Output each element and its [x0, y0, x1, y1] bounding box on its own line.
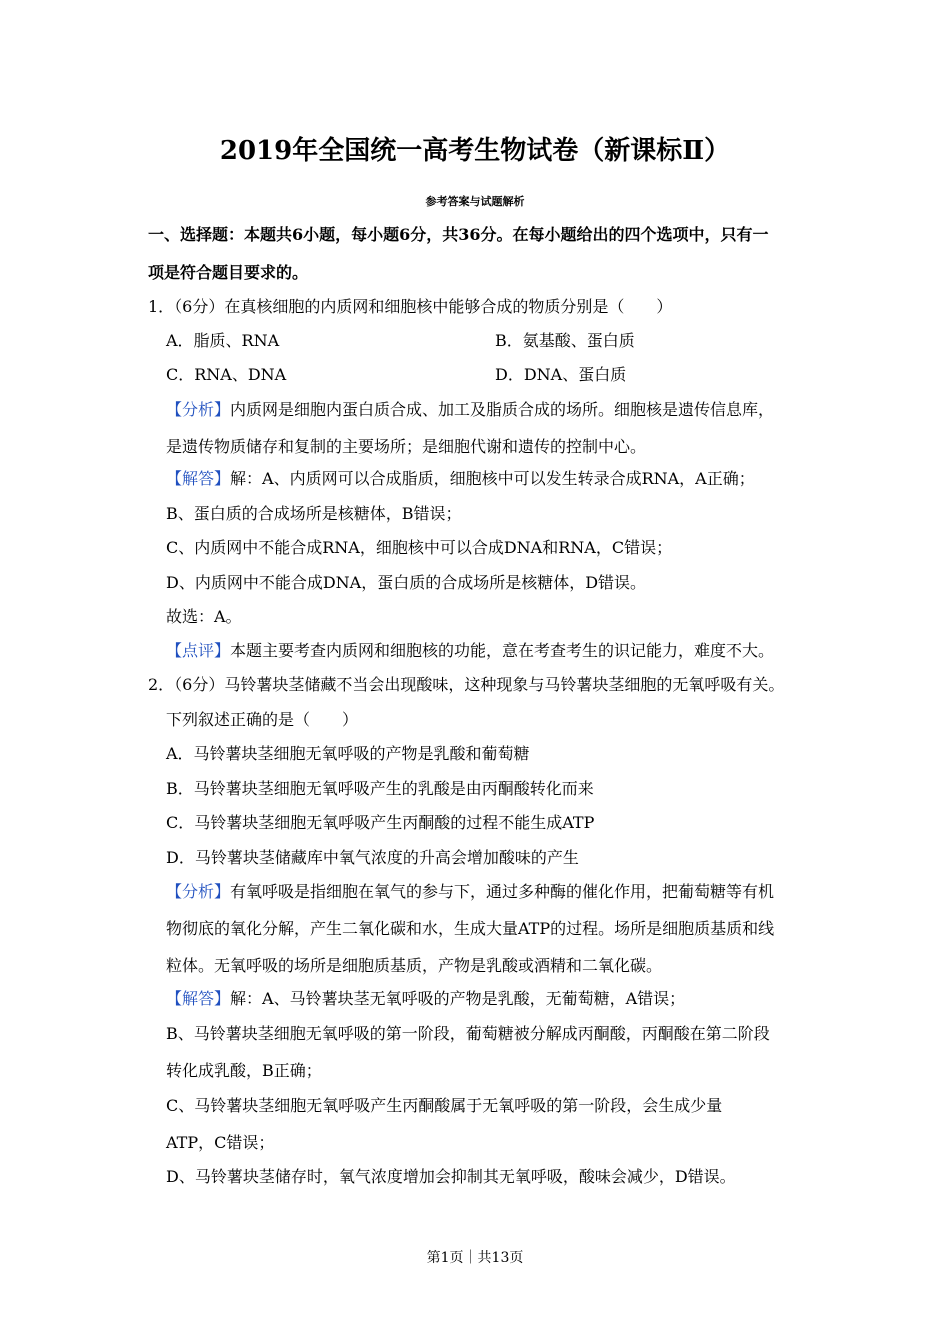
q1-answer-line1 — [166, 466, 755, 489]
q2-option-a: A．马铃薯块茎细胞无氧呼吸的产物是乳酸和葡萄糖 — [166, 744, 530, 763]
page-footer: 第1页｜共13页 — [426, 1250, 524, 1266]
q1-option-a: A．脂质、RNA — [166, 331, 280, 350]
q2-answer-tag: 【解答】 — [166, 989, 231, 1008]
q1-option-c: C．RNA、DNA — [166, 365, 287, 384]
q2-option-b: B．马铃薯块茎细胞无氧呼吸产生的乳酸是由丙酮酸转化而来 — [166, 779, 594, 798]
section-heading-line2: 项是符合题目要求的。 — [148, 263, 309, 282]
q1-comment-line — [166, 638, 774, 661]
q2-analysis-line1 — [166, 879, 774, 902]
q2-answer-line4: C、马铃薯块茎细胞无氧呼吸产生丙酮酸属于无氧呼吸的第一阶段，会生成少量 — [166, 1096, 723, 1115]
q2-answer-text: 解：A、马铃薯块茎无氧呼吸的产物是乳酸，无葡萄糖，A错误； — [230, 989, 686, 1008]
q2-option-c: C．马铃薯块茎细胞无氧呼吸产生丙酮酸的过程不能生成ATP — [166, 813, 595, 832]
q1-analysis-line1 — [166, 397, 774, 420]
q1-stem: 1．（6分）在真核细胞的内质网和细胞核中能够合成的物质分别是（ ） — [148, 297, 673, 316]
q2-answer-line3: 转化成乳酸，B正确； — [166, 1061, 322, 1080]
q1-answer-line5: 故选：A。 — [166, 607, 242, 626]
q2-answer-line6: D、马铃薯块茎储存时，氧气浓度增加会抑制其无氧呼吸，酸味会减少，D错误。 — [166, 1167, 736, 1186]
page-title: 2019年全国统一高考生物试卷（新课标Ⅱ） — [219, 136, 731, 166]
q1-answer-tag: 【解答】 — [166, 469, 231, 488]
q1-analysis-line2: 是遗传物质储存和复制的主要场所；是细胞代谢和遗传的控制中心。 — [166, 437, 647, 456]
q1-answer-line3: C、内质网中不能合成RNA，细胞核中可以合成DNA和RNA，C错误； — [166, 538, 673, 557]
page-subtitle: 参考答案与试题解析 — [425, 195, 525, 208]
q2-analysis-tag: 【分析】 — [166, 882, 231, 901]
q1-comment-tag: 【点评】 — [166, 641, 231, 660]
q2-analysis-line2: 物彻底的氧化分解，产生二氧化碳和水，生成大量ATP的过程。场所是细胞质基质和线 — [166, 919, 775, 938]
q2-answer-line5: ATP，C错误； — [166, 1133, 275, 1152]
q1-answer-text: 解：A、内质网可以合成脂质，细胞核中可以发生转录合成RNA，A正确； — [230, 469, 755, 488]
q2-stem-line1: 2．（6分）马铃薯块茎储藏不当会出现酸味，这种现象与马铃薯块茎细胞的无氧呼吸有关。 — [148, 675, 785, 694]
q2-analysis-text: 有氧呼吸是指细胞在氧气的参与下，通过多种酶的催化作用，把葡萄糖等有机 — [230, 882, 775, 901]
q2-option-d: D．马铃薯块茎储藏库中氧气浓度的升高会增加酸味的产生 — [166, 848, 579, 867]
q1-option-b: B．氨基酸、蛋白质 — [495, 331, 635, 350]
q1-option-d: D．DNA、蛋白质 — [495, 365, 627, 384]
q1-analysis-text: 内质网是细胞内蛋白质合成、加工及脂质合成的场所。细胞核是遗传信息库， — [230, 400, 775, 419]
q1-analysis-tag: 【分析】 — [166, 400, 231, 419]
q2-stem-line2: 下列叙述正确的是（ ） — [166, 710, 359, 729]
q1-answer-line2: B、蛋白质的合成场所是核糖体，B错误； — [166, 504, 462, 523]
q2-answer-line1 — [166, 986, 685, 1009]
q2-analysis-line3: 粒体。无氧呼吸的场所是细胞质基质，产物是乳酸或酒精和二氧化碳。 — [166, 956, 663, 975]
q1-comment-text: 本题主要考查内质网和细胞核的功能，意在考查考生的识记能力，难度不大。 — [230, 641, 775, 660]
q1-answer-line4: D、内质网中不能合成DNA，蛋白质的合成场所是核糖体，D错误。 — [166, 573, 647, 592]
section-heading-line1: 一、选择题：本题共6小题，每小题6分，共36分。在每小题给出的四个选项中，只有一 — [148, 225, 769, 244]
q2-answer-line2: B、马铃薯块茎细胞无氧呼吸的第一阶段，葡萄糖被分解成丙酮酸，丙酮酸在第二阶段 — [166, 1024, 770, 1043]
